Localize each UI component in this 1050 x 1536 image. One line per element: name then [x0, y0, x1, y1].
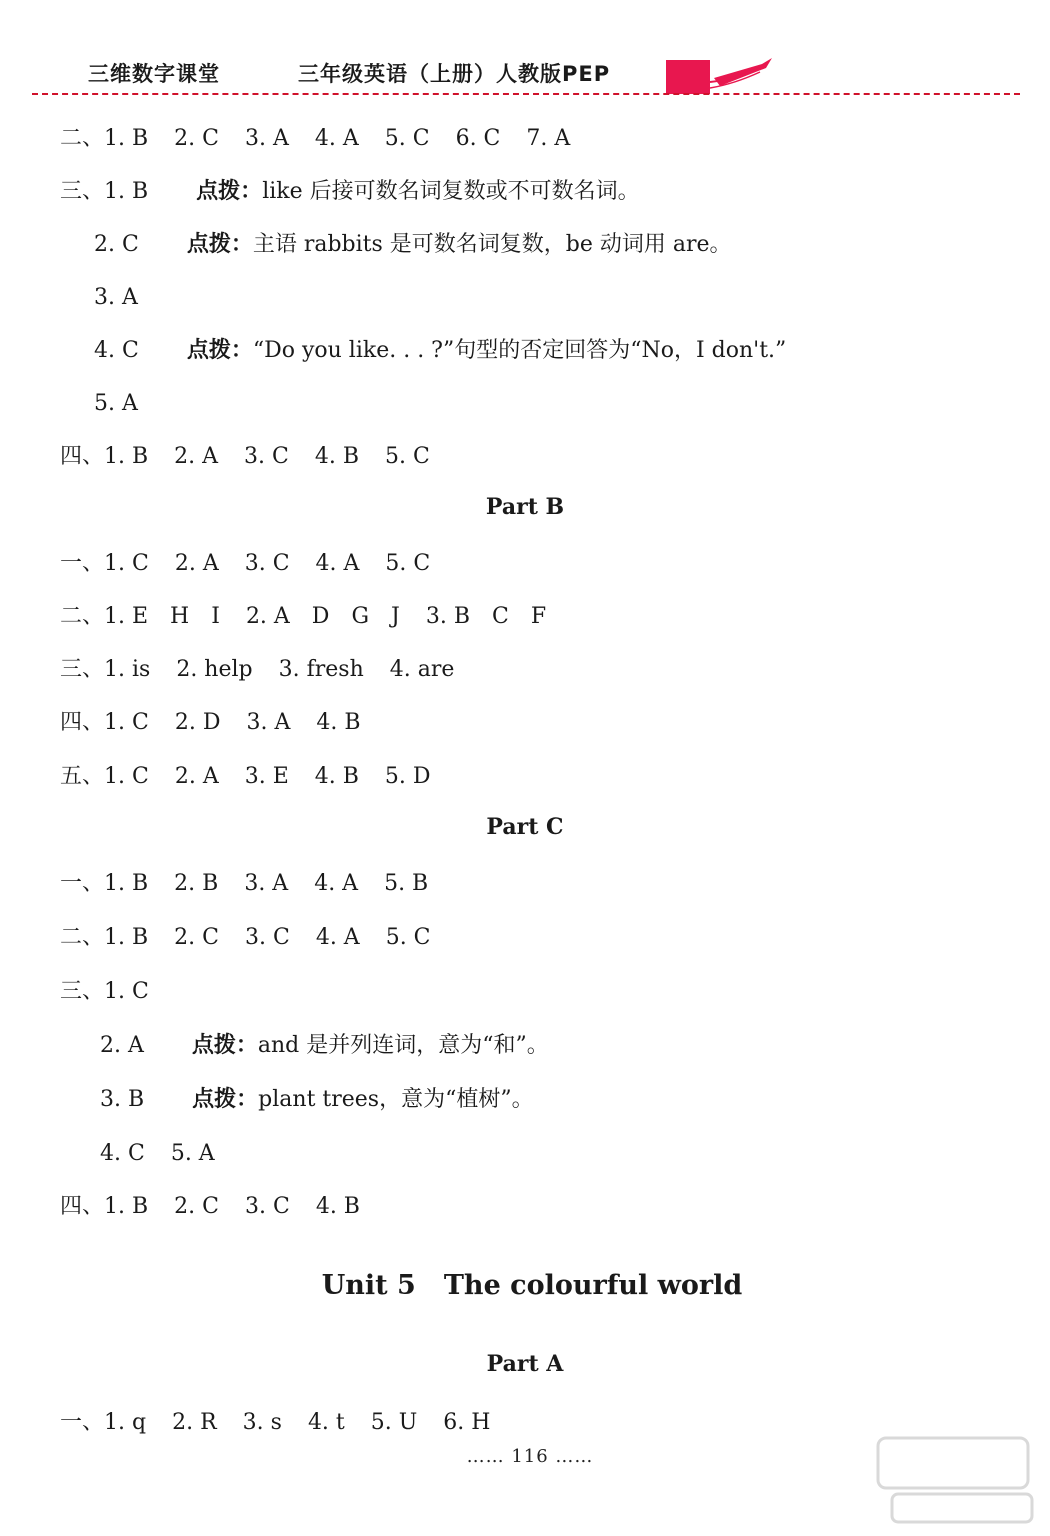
answer-item: 2. A — [174, 444, 219, 469]
answer-row — [94, 281, 164, 315]
answer-row — [60, 547, 456, 581]
answer-item: 1. B — [104, 179, 149, 204]
hint-text: plant trees，意为“植树”。 — [258, 1087, 534, 1112]
question-number: 一、 — [60, 871, 105, 896]
answer-row — [94, 228, 732, 262]
answer-row — [60, 706, 387, 740]
header-divider — [32, 93, 1020, 95]
answer-row — [60, 1406, 516, 1440]
answer-item: 3. C — [244, 444, 289, 469]
answer-item: 2. A — [174, 551, 219, 576]
answer-item: 5. C — [385, 551, 431, 576]
part-c-title: Part C — [486, 814, 564, 840]
answer-row — [100, 1029, 549, 1063]
part-b-title: Part B — [485, 494, 565, 520]
hint-text: and 是并列连词，意为“和”。 — [257, 1033, 549, 1058]
rocket-icon — [662, 52, 774, 98]
answer-item: 2. help — [176, 657, 253, 682]
answer-item: 5. C — [385, 925, 431, 950]
answer-item: 4. B — [315, 1194, 360, 1219]
question-number: 三、 — [60, 179, 105, 204]
answer-item: 2. C — [174, 126, 219, 151]
answer-item: 5. U — [370, 1410, 418, 1435]
hint-text: “Do you like. . . ?”句型的否定回答为“No，I don't.” — [252, 338, 787, 363]
question-number: 三、 — [60, 979, 105, 1004]
answer-row — [60, 867, 454, 901]
answer-item: 2. C — [174, 925, 219, 950]
answer-item: 3. C — [245, 925, 290, 950]
answer-row — [100, 1137, 241, 1171]
answer-item: 5. A — [94, 391, 138, 416]
answer-item: 4. B — [316, 710, 361, 735]
answer-item: 4. A — [314, 126, 359, 151]
hint-label: 点拨： — [196, 179, 263, 204]
answer-item: 5. D — [384, 764, 431, 789]
answer-row — [60, 600, 572, 634]
answer-item: 3. A — [244, 871, 289, 896]
answer-item: 5. C — [384, 126, 430, 151]
watermark-logo — [872, 1432, 1042, 1528]
answer-row — [60, 122, 596, 156]
question-number: 四、 — [60, 710, 105, 735]
answer-row — [94, 334, 786, 368]
answer-item: 3. A — [94, 285, 138, 310]
question-number: 二、 — [60, 126, 105, 151]
answer-item: 3. E — [244, 764, 289, 789]
answer-item: 1. B — [104, 1194, 149, 1219]
unit-title — [0, 1270, 1050, 1301]
page-number: …… 116 …… — [466, 1446, 594, 1467]
question-number: 二、 — [60, 604, 105, 629]
answer-item: 5. B — [384, 871, 429, 896]
answer-item: 1. B — [104, 871, 149, 896]
answer-item: 5. C — [385, 444, 430, 469]
unit-number: Unit 5 — [321, 1270, 416, 1301]
answer-row — [100, 1083, 534, 1117]
question-number: 二、 — [60, 925, 105, 950]
answer-item: 2. D — [174, 710, 221, 735]
answer-item: 4. A — [315, 551, 360, 576]
answer-item: 2. A — [100, 1033, 144, 1058]
hint-text: like 后接可数名词复数或不可数名词。 — [262, 179, 640, 204]
header-series-title: 三维数字课堂 — [88, 62, 220, 86]
answer-row — [60, 1190, 386, 1224]
answer-row — [60, 975, 175, 1009]
answer-item: 4. A — [314, 871, 359, 896]
answer-item: 6. H — [443, 1410, 491, 1435]
hint-text: 主语 rabbits 是可数名词复数，be 动词用 are。 — [252, 232, 732, 257]
answer-item: 1. B — [104, 925, 149, 950]
answer-item: 1. C — [104, 710, 149, 735]
question-number: 三、 — [60, 657, 105, 682]
answer-item: 1. B — [104, 444, 149, 469]
answer-item: 2. B — [174, 871, 219, 896]
answer-item: 1. C — [104, 551, 149, 576]
unit-name: The colourful world — [443, 1270, 743, 1301]
answer-item: 2. C — [174, 1194, 219, 1219]
hint-label: 点拨： — [191, 1033, 258, 1058]
answer-item: 2. A D G J — [245, 604, 400, 629]
answer-row — [60, 175, 640, 209]
answer-item: 3. C — [245, 1194, 290, 1219]
answer-item: 4. t — [307, 1410, 345, 1435]
answer-item: 3. A — [245, 126, 289, 151]
answer-item: 3. B C F — [425, 604, 547, 629]
answer-item: 1. B — [104, 126, 149, 151]
question-number: 一、 — [60, 551, 105, 576]
answer-item: 3. A — [246, 710, 291, 735]
answer-item: 4. A — [315, 925, 360, 950]
answer-row — [60, 760, 457, 794]
answer-item: 4. B — [314, 764, 359, 789]
hint-label: 点拨： — [186, 338, 253, 363]
answer-row — [60, 653, 480, 687]
answer-item: 7. A — [526, 126, 571, 151]
answer-item: 1. is — [104, 657, 151, 682]
hint-label: 点拨： — [186, 232, 253, 257]
answer-item: 3. C — [244, 551, 290, 576]
answer-item: 5. A — [170, 1141, 215, 1166]
question-number: 一、 — [60, 1410, 105, 1435]
answer-item: 4. B — [314, 444, 360, 469]
answer-item: 1. q — [104, 1410, 147, 1435]
question-number: 五、 — [60, 764, 105, 789]
answer-item: 1. E H I — [104, 604, 220, 629]
answer-row — [60, 921, 457, 955]
question-number: 四、 — [60, 444, 105, 469]
answer-item: 6. C — [455, 126, 501, 151]
header-book-title: 三年级英语（上册）人教版PEP — [298, 62, 611, 86]
answer-item: 4. C — [94, 338, 139, 363]
question-number: 四、 — [60, 1194, 105, 1219]
answer-item: 2. A — [174, 764, 219, 789]
answer-item: 2. R — [172, 1410, 217, 1435]
answer-item: 1. C — [104, 764, 149, 789]
answer-item: 2. C — [94, 232, 139, 257]
answer-item: 3. fresh — [278, 657, 364, 682]
answer-row — [94, 387, 164, 421]
hint-label: 点拨： — [192, 1087, 259, 1112]
answer-item: 3. B — [100, 1087, 145, 1112]
answer-item: 3. s — [242, 1410, 282, 1435]
answer-row — [60, 440, 456, 474]
answer-item: 4. C — [100, 1141, 145, 1166]
unit5-part-a-title: Part A — [486, 1351, 564, 1377]
answer-item: 1. C — [104, 979, 149, 1004]
page-header — [0, 0, 1050, 100]
answer-item: 4. are — [389, 657, 455, 682]
